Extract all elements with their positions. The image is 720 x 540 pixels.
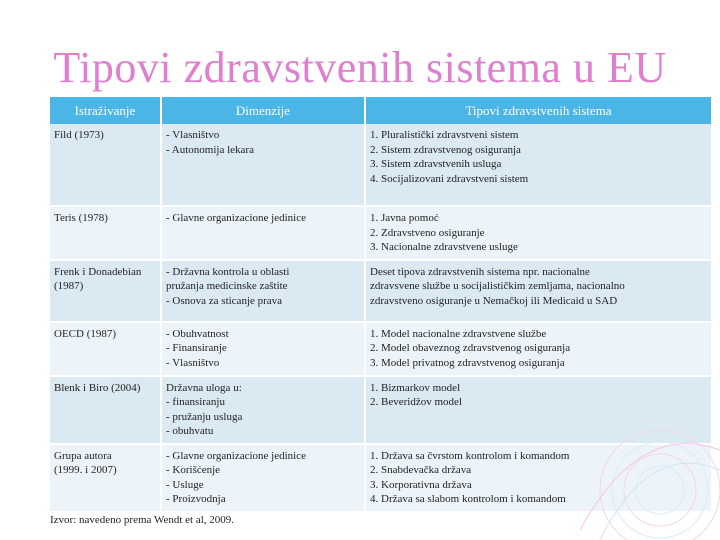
cell-line: 3. Nacionalne zdravstvene usluge — [370, 241, 518, 253]
cell-line: - Autonomija lekara — [166, 143, 254, 156]
cell-line: - Državna kontrola u oblasti — [166, 265, 290, 278]
header-dimensions: Dimenzije — [161, 97, 365, 124]
cell-line: (1987) — [54, 280, 84, 292]
cell-line: Deset tipova zdravstvenih sistema npr. nacionalne — [370, 265, 590, 278]
cell-dimensions — [161, 206, 365, 260]
cell-dimensions — [161, 444, 365, 512]
cell-line: Grupa autora — [54, 449, 112, 462]
cell-line: 1. Javna pomoć — [370, 212, 439, 224]
cell-line: 2. Sistem zdravstvenog osiguranja — [370, 143, 521, 156]
table-header-row — [50, 97, 711, 124]
cell-line: 1. Bizmarkov model — [370, 381, 461, 394]
cell-line: - pružanju usluga — [166, 410, 243, 423]
cell-line: - Vlasništvo — [166, 129, 220, 141]
cell-types — [365, 124, 711, 206]
cell-line: 2. Snabdevačka država — [370, 464, 472, 476]
page-title: Tipovi zdravstvenih sistema u EU — [53, 43, 667, 92]
decorative-swirl-graphic — [540, 360, 720, 540]
cell-study — [50, 206, 161, 260]
cell-line: 4. Socijalizovani zdravstveni sistem — [370, 172, 529, 185]
cell-line: 3. Korporativna država — [370, 478, 472, 491]
cell-line: 1. Pluralistički zdravstveni sistem — [370, 129, 519, 141]
cell-line: - Usluge — [166, 478, 204, 491]
cell-line: Frenk i Donadebian — [54, 265, 142, 278]
cell-line: Državna uloga u: — [166, 381, 242, 394]
cell-line: zdravstveno osiguranje u Nemačkoj ili Medicaid u SAD — [370, 294, 618, 307]
table-row — [50, 260, 711, 322]
cell-line: zdravsvene službe u socijalističkim zemljama, nacionalno — [370, 280, 625, 292]
cell-dimensions — [161, 322, 365, 376]
cell-line: - Korišćenje — [166, 464, 221, 476]
cell-study — [50, 260, 161, 322]
cell-line: Blenk i Biro (2004) — [54, 381, 141, 394]
cell-line: - Proizvodnja — [166, 493, 226, 505]
cell-types — [365, 206, 711, 260]
cell-line: (1999. i 2007) — [54, 464, 117, 476]
cell-line: - finansiranju — [166, 396, 225, 408]
cell-study — [50, 376, 161, 444]
cell-line: 2. Zdravstveno osiguranje — [370, 226, 485, 239]
header-study: Istraživanje — [50, 97, 161, 124]
header-types: Tipovi zdravstvenih sistema — [365, 97, 711, 124]
cell-line: 2. Model obaveznog zdravstvenog osiguranja — [370, 342, 571, 354]
cell-line: pružanja medicinske zaštite — [166, 280, 288, 292]
cell-line: 1. Model nacionalne zdravstvene službe — [370, 327, 547, 340]
table-row — [50, 124, 711, 206]
cell-line: 3. Sistem zdravstvenih usluga — [370, 158, 502, 170]
cell-line: - Glavne organizacione jedinice — [166, 212, 306, 224]
cell-line: OECD (1987) — [54, 327, 117, 340]
cell-line: Fild (1973) — [54, 129, 104, 141]
cell-line: - obuhvatu — [166, 425, 214, 437]
source-footnote: Izvor: navedeno prema Wendt et al, 2009. — [50, 514, 235, 526]
cell-line: 1. Država sa čvrstom kontrolom i komandom — [370, 449, 570, 462]
cell-line: - Osnova za sticanje prava — [166, 294, 283, 307]
cell-line: - Finansiranje — [166, 342, 227, 354]
cell-line: - Vlasništvo — [166, 356, 220, 369]
cell-dimensions — [161, 260, 365, 322]
cell-types — [365, 260, 711, 322]
cell-study — [50, 322, 161, 376]
cell-dimensions — [161, 376, 365, 444]
cell-line: 3. Model privatnog zdravstvenog osiguranja — [370, 356, 565, 369]
table-row — [50, 206, 711, 260]
cell-study — [50, 444, 161, 512]
cell-line: - Glavne organizacione jedinice — [166, 449, 306, 462]
cell-line: Teris (1978) — [54, 212, 108, 224]
cell-line: 4. Država sa slabom kontrolom i komandom — [370, 493, 566, 505]
cell-line: - Obuhvatnost — [166, 327, 229, 340]
cell-line: 2. Beveridžov model — [370, 396, 462, 408]
cell-study — [50, 124, 161, 206]
cell-dimensions — [161, 124, 365, 206]
